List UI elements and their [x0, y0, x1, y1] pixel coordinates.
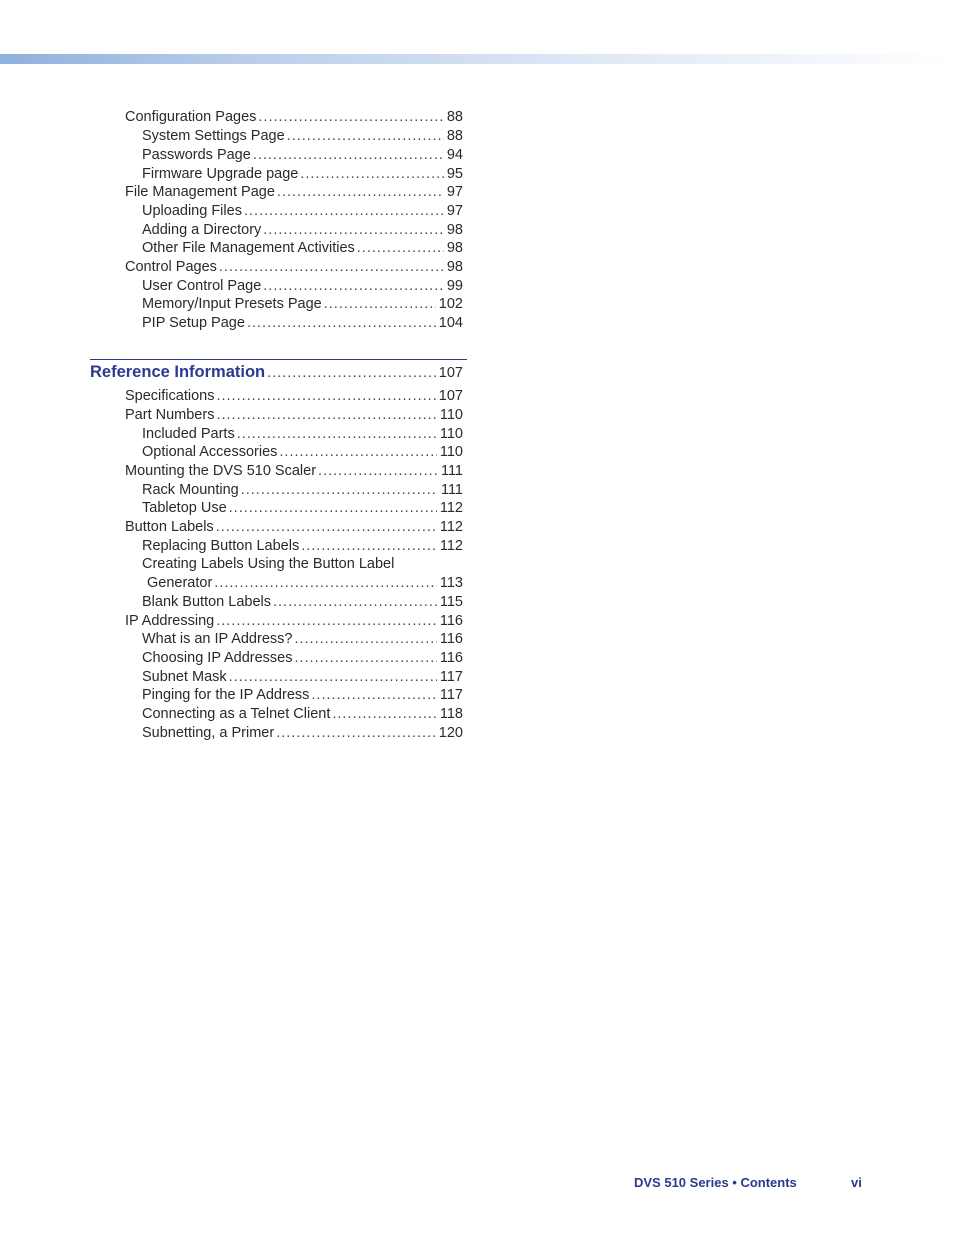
toc-entry[interactable]	[142, 239, 463, 257]
toc-leader-dots	[216, 612, 437, 630]
toc-entry[interactable]	[142, 593, 463, 611]
toc-entry-page: 110	[439, 426, 463, 442]
toc-entry[interactable]	[125, 462, 463, 480]
toc-entry[interactable]	[142, 146, 463, 164]
toc-entry-page: 111	[440, 463, 463, 479]
toc-entry[interactable]	[142, 165, 463, 183]
toc-leader-dots	[247, 314, 436, 332]
toc-leader-dots	[267, 363, 436, 383]
toc-leader-dots	[229, 668, 437, 686]
toc-leader-dots	[229, 499, 437, 517]
toc-entry-label: Generator	[147, 575, 213, 591]
toc-entry-page: 112	[439, 538, 463, 554]
header-gradient-band	[0, 54, 954, 64]
toc-entry[interactable]	[142, 705, 463, 723]
toc-leader-dots	[332, 705, 437, 723]
toc-entry-page: 95	[446, 166, 463, 182]
toc-entry[interactable]	[125, 183, 463, 201]
toc-entry[interactable]	[142, 277, 463, 295]
toc-entry-label: IP Addressing	[125, 613, 215, 629]
toc-entry-page: 110	[439, 407, 463, 423]
toc-leader-dots	[287, 127, 444, 145]
toc-entry-label: User Control Page	[142, 278, 262, 294]
toc-entry-page: 88	[446, 128, 463, 144]
toc-leader-dots	[300, 165, 444, 183]
toc-entry-label: Specifications	[125, 388, 215, 404]
toc-entry-page: 116	[439, 650, 463, 666]
toc-entry[interactable]	[125, 258, 463, 276]
toc-entry-page: 117	[439, 687, 463, 703]
toc-entry[interactable]	[142, 649, 463, 667]
toc-entry-page: 98	[446, 222, 463, 238]
toc-entry-label: Subnet Mask	[142, 669, 227, 685]
toc-section-heading[interactable]	[90, 362, 463, 382]
toc-entry[interactable]	[142, 499, 463, 517]
toc-leader-dots	[276, 724, 436, 742]
footer-document-title: DVS 510 Series • Contents	[634, 1175, 797, 1190]
toc-entry-label: File Management Page	[125, 184, 275, 200]
toc-entry-label: Button Labels	[125, 519, 214, 535]
toc-entry[interactable]	[142, 425, 463, 443]
toc-entry-label: Included Parts	[142, 426, 235, 442]
toc-entry-label: Choosing IP Addresses	[142, 650, 293, 666]
toc-entry-page: 97	[446, 184, 463, 200]
toc-entry-page: 112	[439, 519, 463, 535]
toc-leader-dots	[258, 108, 443, 126]
toc-entry-label: What is an IP Address?	[142, 631, 293, 647]
toc-entry-label: Passwords Page	[142, 147, 251, 163]
toc-entry-label: Adding a Directory	[142, 222, 262, 238]
toc-leader-dots	[216, 406, 436, 424]
toc-entry-label: Blank Button Labels	[142, 594, 271, 610]
toc-leader-dots	[294, 630, 436, 648]
toc-leader-dots	[277, 183, 444, 201]
section-divider	[90, 359, 467, 360]
toc-leader-dots	[311, 686, 436, 704]
toc-leader-dots	[253, 146, 444, 164]
toc-entry-page: 97	[446, 203, 463, 219]
toc-entry[interactable]	[125, 108, 463, 126]
toc-entry-label: Control Pages	[125, 259, 217, 275]
section-page: 107	[438, 365, 463, 381]
toc-entry-page: 113	[439, 575, 463, 591]
toc-entry-page: 98	[446, 259, 463, 275]
toc-entry[interactable]	[142, 537, 463, 555]
toc-entry[interactable]	[142, 668, 463, 686]
toc-entry-page: 111	[440, 482, 463, 498]
toc-leader-dots	[301, 537, 437, 555]
toc-entry[interactable]	[125, 518, 463, 536]
toc-entry-page: 102	[438, 296, 463, 312]
toc-leader-dots	[263, 221, 444, 239]
toc-entry[interactable]	[125, 406, 463, 424]
toc-entry[interactable]	[142, 221, 463, 239]
toc-leader-dots	[357, 239, 444, 257]
toc-leader-dots	[244, 202, 444, 220]
toc-entry[interactable]	[125, 387, 463, 405]
toc-entry-page: 120	[438, 725, 463, 741]
toc-leader-dots	[216, 518, 437, 536]
section-title: Reference Information	[90, 363, 266, 381]
toc-entry-label: Part Numbers	[125, 407, 215, 423]
toc-entry-page: 88	[446, 109, 463, 125]
toc-entry-page: 110	[439, 444, 463, 460]
toc-entry[interactable]	[142, 443, 463, 461]
toc-entry-label: Memory/Input Presets Page	[142, 296, 322, 312]
toc-entry-label: Pinging for the IP Address	[142, 687, 310, 703]
toc-entry-label: Replacing Button Labels	[142, 538, 300, 554]
toc-entry-label: Other File Management Activities	[142, 240, 355, 256]
toc-leader-dots	[318, 462, 438, 480]
toc-entry-page: 118	[439, 706, 463, 722]
toc-entry-label: PIP Setup Page	[142, 315, 245, 331]
toc-entry-page: 117	[439, 669, 463, 685]
toc-entry[interactable]	[142, 686, 463, 704]
toc-entry[interactable]	[142, 724, 463, 742]
toc-entry-page: 112	[439, 500, 463, 516]
toc-entry-label: Subnetting, a Primer	[142, 725, 275, 741]
footer-page-number: vi	[851, 1175, 862, 1190]
toc-entry-page: 98	[446, 240, 463, 256]
toc-entry-page: 94	[446, 147, 463, 163]
toc-entry-label: System Settings Page	[142, 128, 285, 144]
toc-leader-dots	[214, 574, 437, 592]
toc-entry-page: 116	[439, 631, 463, 647]
toc-leader-dots	[216, 387, 435, 405]
toc-leader-dots	[294, 649, 436, 667]
toc-leader-dots	[241, 481, 438, 499]
toc-entry[interactable]	[142, 481, 463, 499]
toc-entry-page: 107	[438, 388, 463, 404]
toc-entry[interactable]	[142, 202, 463, 220]
toc-entry-page: 104	[438, 315, 463, 331]
toc-entry-label: Configuration Pages	[125, 109, 257, 125]
toc-entry-label: Tabletop Use	[142, 500, 227, 516]
toc-entry-label: Mounting the DVS 510 Scaler	[125, 463, 317, 479]
toc-entry-wrapped-line[interactable]: Creating Labels Using the Button Label	[142, 556, 395, 572]
toc-entry-label: Rack Mounting	[142, 482, 239, 498]
toc-leader-dots	[219, 258, 444, 276]
toc-entry[interactable]	[125, 612, 463, 630]
toc-entry-label: Firmware Upgrade page	[142, 166, 299, 182]
toc-entry-page: 99	[446, 278, 463, 294]
toc-entry-label: Connecting as a Telnet Client	[142, 706, 331, 722]
toc-leader-dots	[279, 443, 436, 461]
toc-entry-label: Optional Accessories	[142, 444, 278, 460]
toc-leader-dots	[263, 277, 444, 295]
toc-entry[interactable]	[147, 574, 463, 592]
toc-entry-label: Uploading Files	[142, 203, 242, 219]
toc-leader-dots	[273, 593, 437, 611]
toc-entry-page: 116	[439, 613, 463, 629]
toc-leader-dots	[324, 295, 436, 313]
toc-entry[interactable]	[142, 127, 463, 145]
toc-entry[interactable]	[142, 314, 463, 332]
toc-leader-dots	[237, 425, 437, 443]
toc-entry[interactable]	[142, 295, 463, 313]
toc-entry-page: 115	[439, 594, 463, 610]
toc-entry[interactable]	[142, 630, 463, 648]
